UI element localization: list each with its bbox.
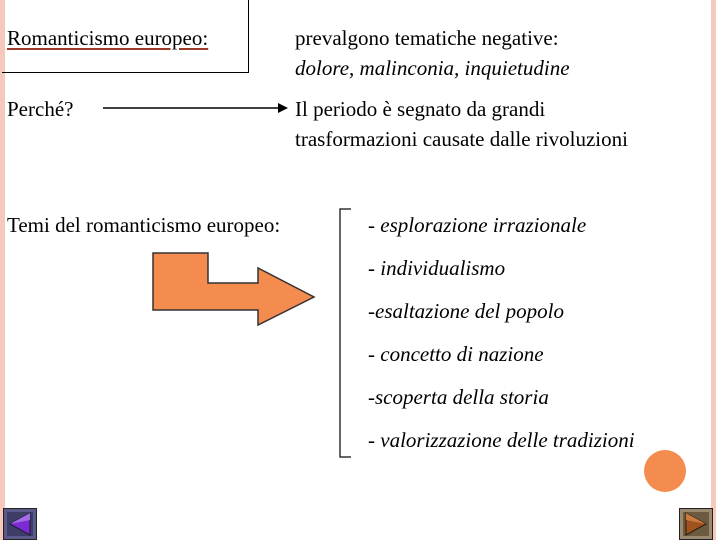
theme-item: -scoperta della storia <box>368 385 549 409</box>
why-label: Perché? <box>7 97 74 121</box>
next-slide-icon[interactable] <box>679 508 713 540</box>
decorative-circle-icon <box>644 450 686 492</box>
right-arrow-icon <box>100 101 290 115</box>
previous-slide-icon[interactable] <box>3 508 37 540</box>
title-description-line2: dolore, malinconia, inquietudine <box>295 56 570 80</box>
theme-item: - individualismo <box>368 256 506 280</box>
why-answer-line2: trasformazioni causate dalle rivoluzioni <box>295 127 628 151</box>
theme-item: - esplorazione irrazionale <box>368 213 587 237</box>
themes-label: Temi del romanticismo europeo: <box>7 213 281 237</box>
theme-item: - valorizzazione delle tradizioni <box>368 428 635 452</box>
why-answer-line1: Il periodo è segnato da grandi <box>295 97 546 121</box>
bent-arrow-icon <box>150 250 320 330</box>
themes-bracket <box>336 206 356 460</box>
theme-item: - concetto di nazione <box>368 342 544 366</box>
slide-title[interactable]: Romanticismo europeo: <box>7 26 209 50</box>
right-border-stripe <box>711 0 716 540</box>
theme-item: -esaltazione del popolo <box>368 299 564 323</box>
left-border-stripe <box>0 0 5 540</box>
title-description-line1: prevalgono tematiche negative: <box>295 26 559 50</box>
